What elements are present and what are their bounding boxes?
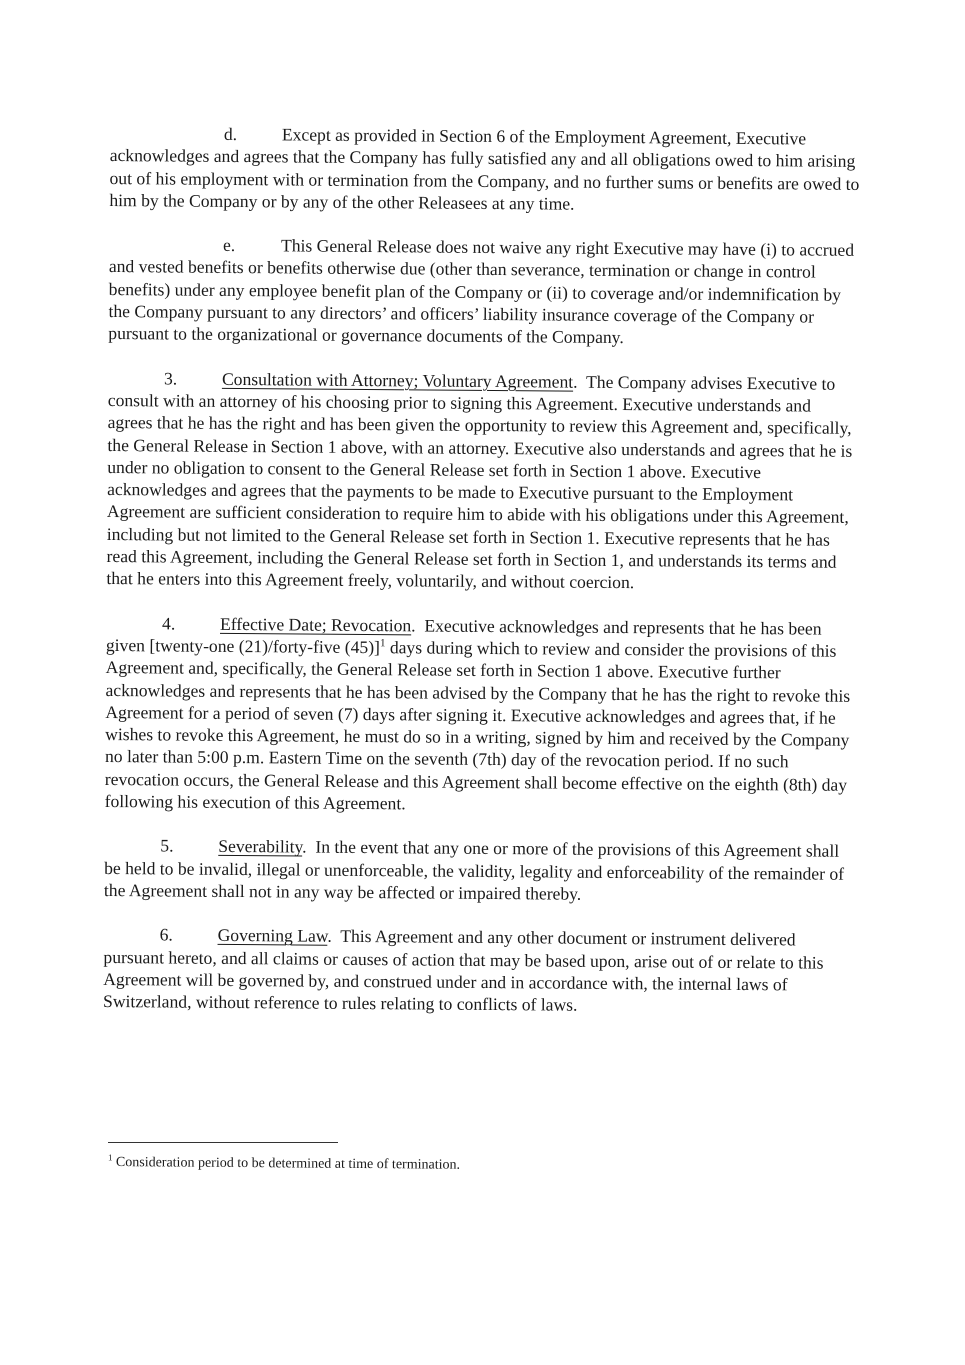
section-6-text: This Agreement and any other document or instrument delivered pursuant hereto, and all claims or causes of action that may be based upon, arise out of or relate to this Agreement will be governed by, and construed under and in accordance with, the internal laws of Switzerland, without reference to rules relating to conflicts of laws. — [103, 926, 824, 1015]
paragraph-d — [109, 122, 862, 217]
section-3: 3. Consultation with Attorney; Voluntary Agreement. The Company advises Executive to consult with an attorney of his choosing prior to signing this Agreement. Executive understands and agrees that he has the right and has been given the opportunity to review this Agreement and, specifically, the General Release in Section 1 above, with an attorney. Executive also understands and agrees that he is under no obligation to consent to the General Release set forth in Section 1 above. Executive acknowledges and agrees that the payments to be made to Executive pursuant to the Employment Agreement are sufficient consideration to require him to abide with his obligations under this Agreement, including but not limited to the General Release set forth in Section 1. Executive represents that he has read this Agreement, including the General Release set forth in Section 1, and understands its terms and that he enters into this Agreement freely, voluntarily, and without coercion. — [106, 368, 853, 593]
section-6-heading: Governing Law — [217, 925, 328, 946]
footnote-reference: 1 — [379, 637, 386, 650]
section-3-heading: Consultation with Attorney; Voluntary Agreement — [221, 368, 574, 392]
section-3-text: The Company advises Executive to consult with an attorney of his choosing prior to signing this Agreement. Executive understands and agrees that he has the right and has been given the opportunity to review this Agreement and, specifically, the General Release in Section 1 above, with an attorney. Executive also understands and agrees that he is under no obligation to consent to the General Release set forth in Section 1 above. Executive acknowledges and agrees that the payments to be made to Executive pursuant to the Employment Agreement are sufficient consideration to require him to abide with his obligations under this Agreement, including but not limited to the General Release set forth in Section 1. Executive represents that he has read this Agreement, including the General Release set forth in Section 1, and understands its terms and that he enters into this Agreement freely, voluntarily, and without coercion. — [106, 371, 853, 593]
paragraph-e-text: This General Release does not waive any right Executive may have (i) to accrued and vested benefits or benefits otherwise due (other than severance, termination or change in control benefits) under any employee benefit plan of the Company or (ii) to coverage and/or indemnification by the Company pursuant to any directors’ and officers’ liability insurance coverage of the Company or pursuant to the organizational or governance documents of the Company. — [108, 235, 855, 348]
footnote-text: Consideration period to be determined at time of termination. — [115, 1155, 461, 1173]
section-6-number: 6. — [159, 924, 173, 945]
section-4-text-after-note: days during which to review and consider the provisions of this Agreement and, specifically, the General Release set forth in Section 1 above. Executive further acknowledges and represents that he has been advised by the Company that he has the right to revoke this Agreement for a period of seven (7) days after signing it. Executive acknowledges and agrees that, if he wishes to revoke this Agreement, he must do so in a writing, signed by him and received by the Company no later than 5:00 p.m. Eastern Time on the seventh (7th) day of the revocation period. If no such revocation occurs, the General Release and this Agreement shall become effective on the eighth (8th) day following his execution of this Agreement. — [104, 637, 851, 814]
document-body — [103, 122, 862, 1040]
section-4: 4. Effective Date; Revocation. Executive acknowledges and represents that he has been given [twenty-one (21)/forty-five (45)]$^1$ days during which to review and consider the provisions of this Agreement and, specifically, the General Release set forth in Section 1 above. Executive further acknowledges and represents that he has been advised by the Company that he has the right to revoke this Agreement for a period of seven (7) days after signing it. Executive acknowledges and agrees that, if he wishes to revoke this Agreement, he must do so in a writing, signed by him and received by the Company no later than 5:00 p.m. Eastern Time on the seventh (7th) day of the revocation period. If no such revocation occurs, the General Release and this Agreement shall become effective on the eighth (8th) day following his execution of this Agreement. — [104, 613, 851, 814]
section-3-number: 3. — [163, 368, 178, 389]
section-5-heading: Severability — [218, 836, 303, 857]
paragraph-d-text: Except as provided in Section 6 of the Employment Agreement, Executive acknowledges and agrees that the Company has fully satisfied any and all obligations owed to him arising out of his employment with or termination from the Company, and no further sums or benefits are owed to him by the Company or by any of the other Releasees at any time. — [109, 124, 860, 214]
section-4-text-before-note: Executive acknowledges and represents that he has been given [twenty-one (21)/forty-five (45)] — [105, 615, 822, 658]
section-6: 6. Governing Law. This Agreement and any other document or instrument delivered pursuant hereto, and all claims or causes of action that may be based upon, arise out of or relate to this Agreement will be governed by, and construed under and in accordance with, the internal laws of Switzerland, without reference to rules relating to conflicts of laws. — [103, 924, 824, 1015]
section-5-text: In the event that any one or more of the provisions of this Agreement shall be held to be invalid, illegal or unenforceable, the validity, legality and enforceability of the remainder of the Agreement shall not in any way be affected or impaired thereby. — [103, 836, 845, 904]
footnote-number: 1 — [107, 1152, 113, 1163]
section-4-heading: Effective Date; Revocation — [219, 613, 412, 636]
section-5: 5. Severability. In the event that any one or more of the provisions of this Agreement shall be held to be invalid, illegal or unenforceable, the validity, legality and enforceability of the remainder of the Agreement shall not in any way be affected or impaired thereby. — [103, 835, 845, 904]
paragraph-e — [108, 233, 861, 350]
paragraph-d-marker: d. — [223, 123, 238, 144]
section-4-number: 4. — [161, 613, 176, 634]
footnote — [108, 1154, 708, 1177]
footnote-separator — [108, 1142, 338, 1143]
paragraph-e-marker: e. — [222, 235, 236, 256]
section-5-number: 5. — [160, 835, 174, 856]
